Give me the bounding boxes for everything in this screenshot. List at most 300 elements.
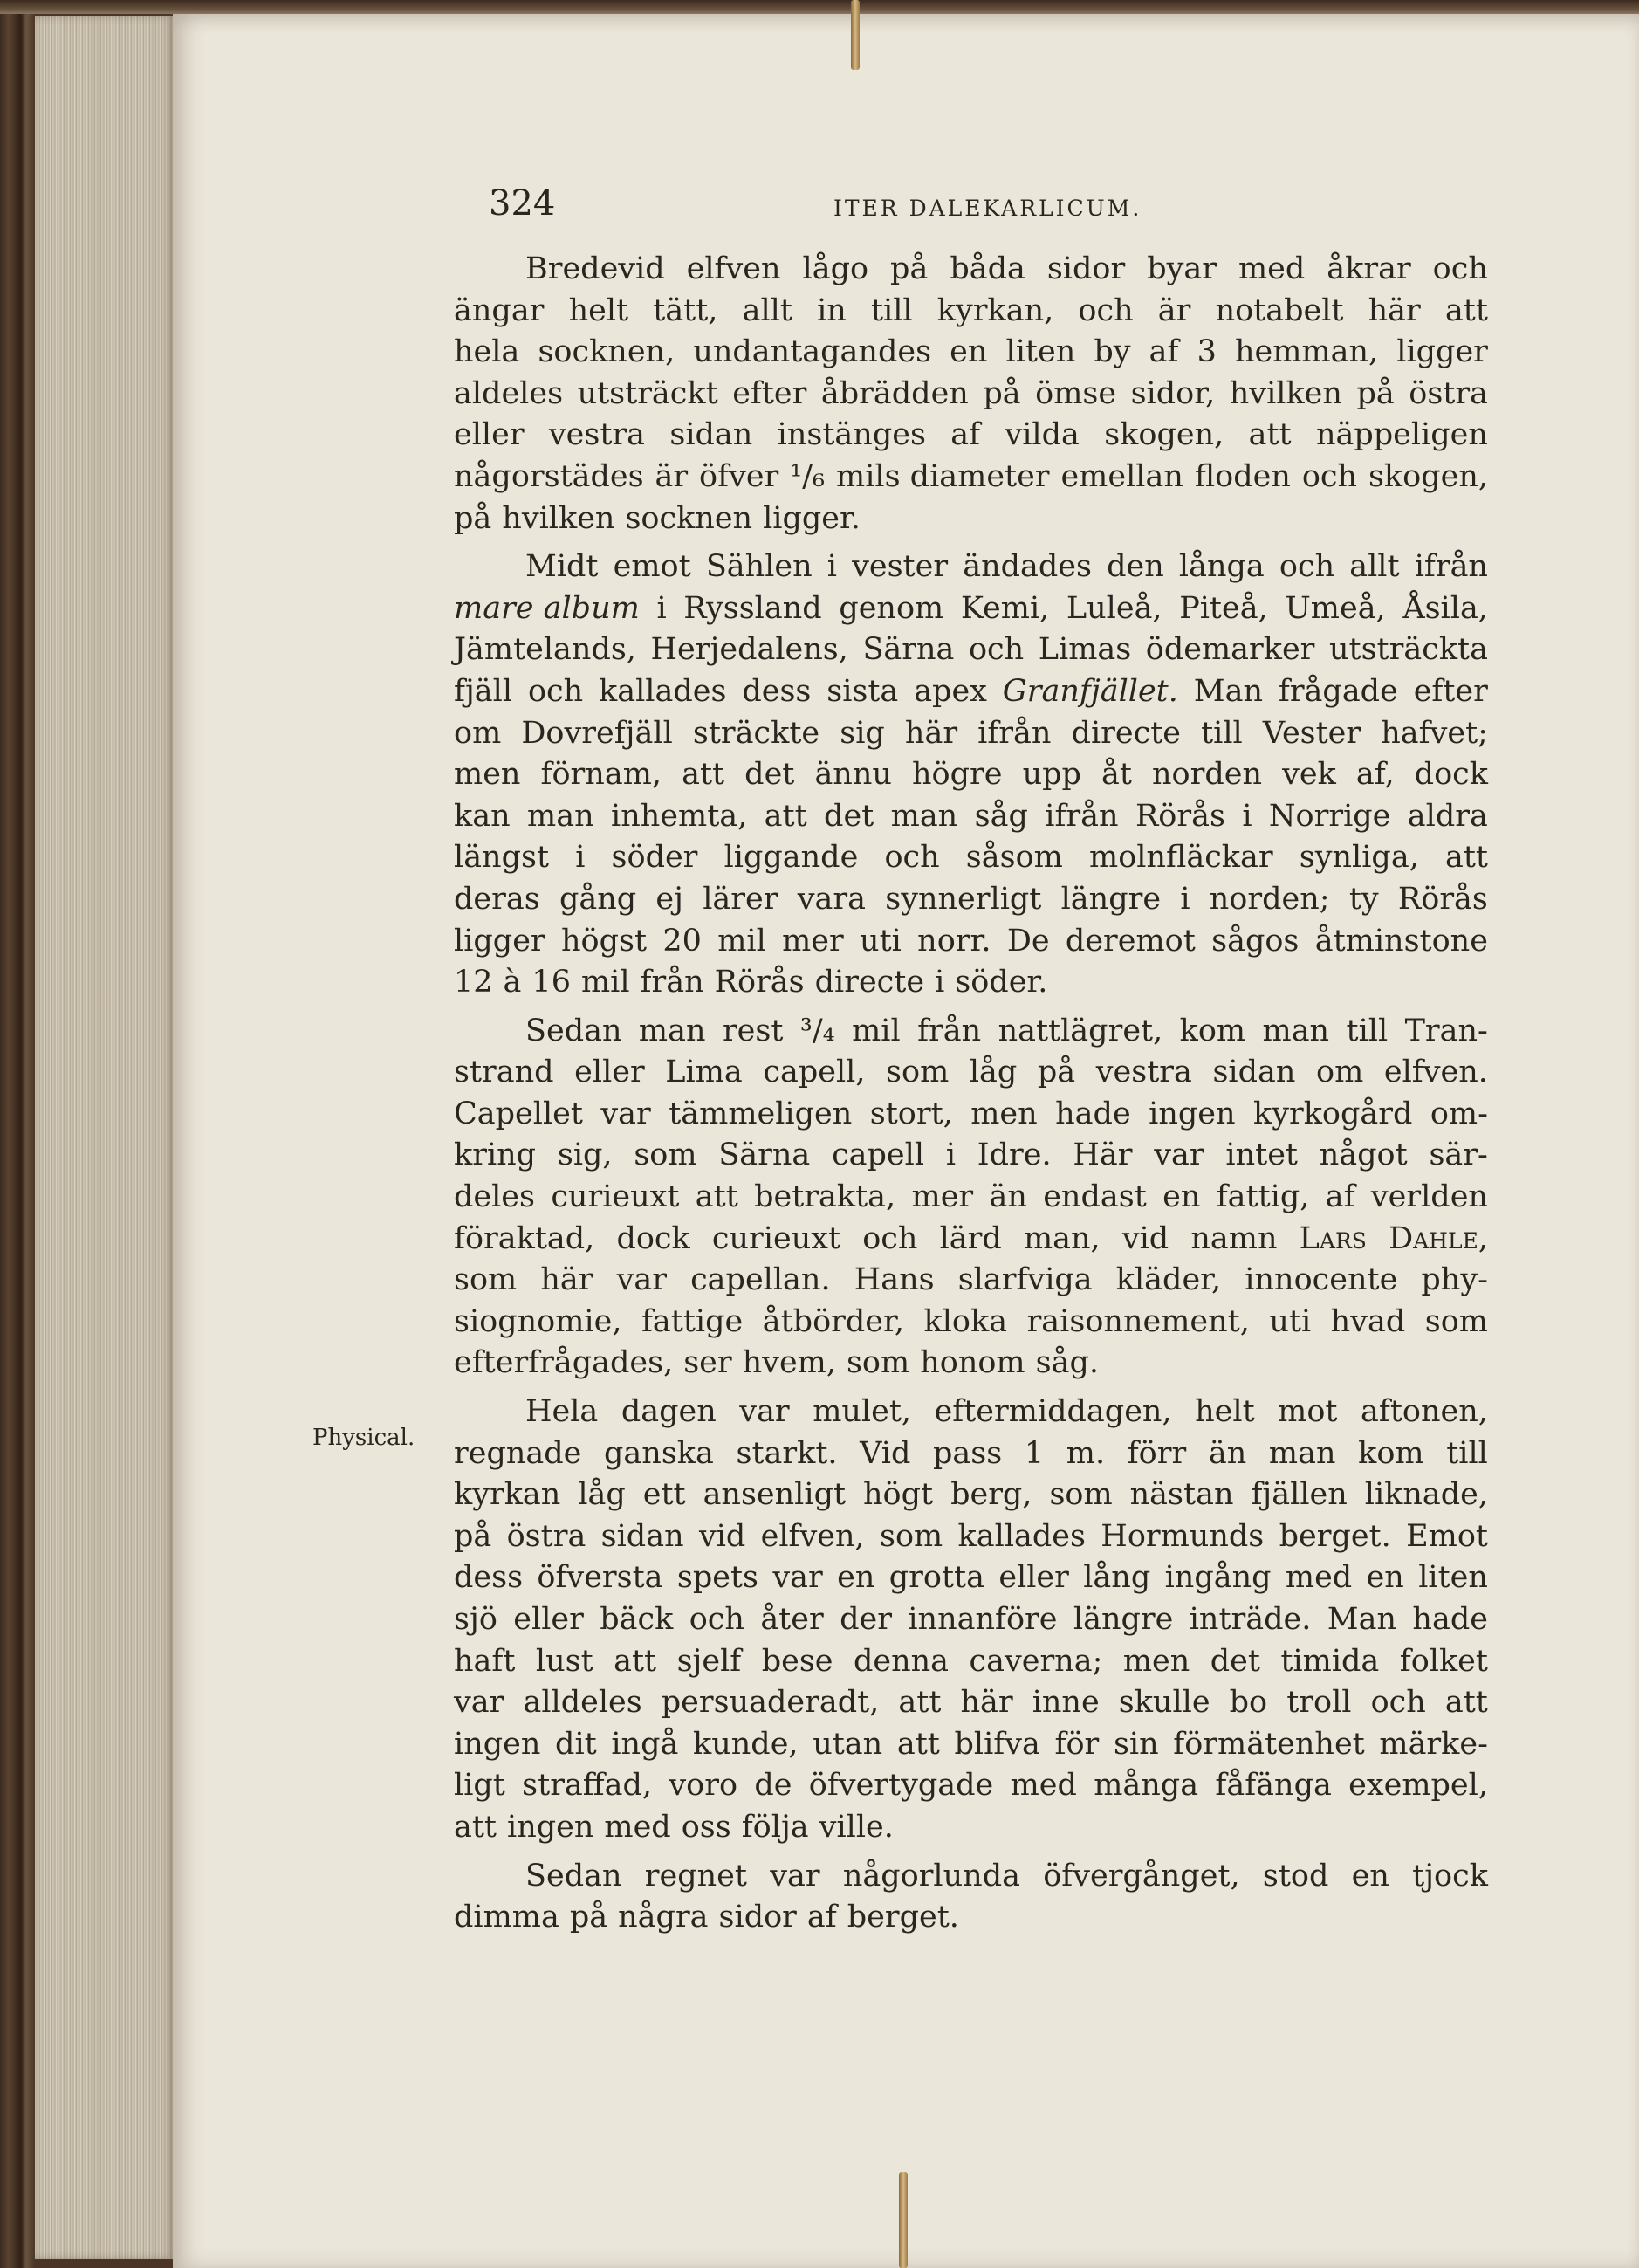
word: på [1037,1055,1076,1090]
word: åbrädden [820,375,969,411]
word: att [896,1726,940,1762]
word: helt [568,292,629,328]
word: näppeligen [1315,417,1488,453]
word: hela [454,334,520,370]
word: något [1319,1137,1408,1173]
word: utsträckta [1328,632,1488,668]
word: men [454,757,521,793]
word: lågo [802,251,869,286]
word: upp [1022,757,1081,793]
word: till [1446,1435,1488,1471]
word: mil [580,965,630,1000]
word: Hormunds [1101,1518,1265,1554]
word: att [898,1685,942,1721]
word: följa [741,1809,809,1845]
word: och [527,673,584,709]
word: i [826,549,837,585]
word: sig [840,715,885,751]
word: på [983,375,1021,411]
word: fattig, [1216,1179,1310,1215]
word: byar [1147,251,1217,286]
word: kom [1358,1435,1424,1471]
word: allt [1349,549,1400,585]
word: med [1285,1560,1353,1596]
word: ifrån [1045,798,1119,834]
word: hvilken [1229,375,1342,411]
word: att [695,1179,738,1215]
word: båda [950,251,1025,286]
word: åtminstone [1314,923,1488,959]
word: directe [814,965,925,1000]
word: hafvet; [1381,715,1488,751]
word: till [870,292,913,328]
text-line [454,713,1488,755]
word: än [1208,1435,1247,1471]
word: spets [676,1560,759,1596]
word: apex [914,673,987,709]
word: kallades [957,1518,1086,1554]
word: om [454,715,502,751]
word: kyrkogård [1252,1096,1413,1131]
word: norr. [917,923,991,959]
word: dit [555,1726,597,1762]
word: kallades [599,673,727,709]
word: bese [761,1643,833,1679]
word: vilda [1005,417,1080,453]
word: dock [1414,757,1488,793]
word: kläder, [1115,1262,1222,1298]
word: och [1370,1685,1426,1721]
word: regnade [454,1435,582,1471]
word: såg. [1035,1345,1099,1381]
word: ingå [611,1726,679,1762]
word: för [1054,1726,1100,1762]
word: förr [1127,1435,1187,1471]
word: på [454,500,492,536]
word: söder. [955,965,1048,1000]
word: Jämtelands, [454,632,636,668]
word: vester [852,549,949,585]
word: hvem, [742,1345,836,1381]
word: uti [1269,1303,1312,1339]
text-line [454,1682,1488,1724]
word: sidor [1046,251,1126,286]
word: kan [454,798,511,834]
word: förmätenhet [1173,1726,1365,1762]
text-line [454,374,1488,416]
word: om- [1430,1096,1488,1131]
text-line [454,837,1488,879]
word: persuaderadt, [661,1685,880,1721]
word: att [614,1643,657,1679]
word: kunde, [693,1726,799,1762]
word: det [824,798,874,834]
text-line [454,1474,1488,1516]
word: aftonen, [1361,1394,1488,1430]
word: Lars [1299,1220,1367,1256]
text-line [454,1897,1488,1939]
text-line [454,921,1488,963]
word: i [1242,798,1252,834]
word: fåfänga [1215,1768,1332,1804]
word: Vester [1262,715,1361,751]
word: med [1238,251,1306,286]
word: Sedan [525,1858,622,1893]
word: vek [1282,757,1336,793]
word: tjock [1412,1858,1488,1893]
word: mil [717,923,766,959]
word: eller [998,1560,1069,1596]
word: ödemarker [1145,632,1315,668]
word: vestra [548,417,646,453]
word: ³/₄ [799,1013,835,1048]
text-line [454,1343,1488,1385]
word: som [1424,1303,1488,1339]
word: ty [1348,881,1379,917]
word: ligger [454,923,545,959]
word: aldeles [454,375,564,411]
word: directe [1071,715,1181,751]
word: blifva [954,1726,1040,1762]
word: norden; [1209,881,1330,917]
text-line [454,1765,1488,1807]
word: ¹/₆ [790,458,826,494]
word: högt [863,1477,934,1513]
word: ingen [507,1809,594,1845]
word: starkt. [736,1435,838,1471]
word: ville. [819,1809,894,1845]
word: synliga, [1299,840,1419,876]
word: från [640,965,704,1000]
word: m. [1066,1435,1106,1471]
text-line [454,796,1488,838]
word: Kemi, [960,590,1050,626]
word: skogen, [1368,458,1488,494]
word: skogen, [1104,417,1224,453]
word: hemman, [1234,334,1379,370]
word: och [1279,549,1335,585]
word: 3 [1197,334,1217,370]
word: några [618,1900,709,1935]
word: Herjedalens, [650,632,848,668]
word: ingen [1149,1096,1236,1131]
word: lärer [703,881,778,917]
word: man [890,798,958,834]
text-line [454,498,1488,540]
word: eller [454,417,525,453]
word: 20 [662,923,702,959]
word: af [806,1900,837,1935]
word: det [744,757,795,793]
word: vestra [1095,1055,1192,1090]
word: ännu [814,757,892,793]
word: Limas [1038,632,1132,668]
word: öfver [699,458,779,494]
word: var [454,1685,504,1721]
page-edges [35,16,175,2259]
word: liknade, [1364,1477,1488,1513]
word: Lima [665,1055,743,1090]
word: åter [760,1602,824,1637]
word: undantagandes [693,334,932,370]
page-header [489,183,1492,227]
text-line [454,1433,1488,1475]
word: verlden [1370,1179,1488,1215]
word: var [739,1394,790,1430]
text-line [454,415,1488,457]
word: och [862,1220,918,1256]
word: socknen [625,500,753,536]
word: Midt [525,549,599,585]
word: oss [681,1809,731,1845]
word: liten [1418,1560,1488,1596]
word: eftermiddagen, [934,1394,1172,1430]
word: fattige [641,1303,744,1339]
word: här [904,715,958,751]
word: in [817,292,847,328]
word: af, [1355,757,1395,793]
word: än [989,1179,1027,1215]
word: som [886,1055,950,1090]
text-line [454,1011,1488,1053]
word: mer [782,923,844,959]
word: timida [1280,1643,1380,1679]
word: intet [1225,1137,1298,1173]
word: Luleå, [1066,590,1162,626]
word: att [682,757,725,793]
word: åtbörder, [762,1303,905,1339]
word: en [837,1560,875,1596]
word: alldeles [523,1685,642,1721]
word: emot [613,549,691,585]
word: Dovrefjäll [521,715,673,751]
word: ligger. [763,500,861,536]
word: ganska [604,1435,714,1471]
word: men [1122,1643,1190,1679]
word: af [1149,334,1179,370]
text-line [454,1807,1488,1849]
word: var [616,1262,667,1298]
word: vid [698,1518,746,1554]
word: troll [1286,1685,1352,1721]
word: sjelf [676,1643,742,1679]
word: stort, [869,1096,953,1131]
word: De [1006,923,1050,959]
word: att [1444,292,1488,328]
word: capell [832,1137,925,1173]
word: här [540,1262,593,1298]
word: haft [454,1643,516,1679]
word: Dahle, [1389,1220,1488,1256]
paragraph [454,1392,1488,1849]
word: från [917,1013,982,1048]
word: Granfjället. [1002,673,1178,709]
word: ett [642,1477,686,1513]
word: och [884,840,940,876]
word: såsom [965,840,1063,876]
text-line [454,1177,1488,1219]
word: och [689,1602,744,1637]
word: instänges [777,417,926,453]
word: denna [853,1643,950,1679]
word: kyrkan [454,1477,561,1513]
word: var [770,1858,820,1893]
word: östra [506,1518,586,1554]
word: hvilken [502,500,615,536]
word: kloka [923,1303,1008,1339]
word: caverna; [969,1643,1103,1679]
text-line [454,1094,1488,1136]
word: lust [535,1643,593,1679]
word: vara [797,881,866,917]
word: elfven [686,251,781,286]
word: öfversta [537,1560,663,1596]
word: Här [1073,1137,1133,1173]
text-line [454,1516,1488,1558]
word: utan [813,1726,883,1762]
word: längst [454,840,550,876]
text-line [454,1641,1488,1683]
word: på [1356,375,1395,411]
word: efter [732,375,807,411]
word: om [1316,1055,1364,1090]
word: eller [513,1602,584,1637]
text-line [454,1135,1488,1177]
word: mare album [454,590,640,626]
word: Rörås [1135,798,1225,834]
word: kring [454,1137,537,1173]
text-line [454,588,1488,630]
word: ingen [454,1726,541,1762]
word: på [454,1518,492,1554]
word: och [968,632,1025,668]
word: mulet, [813,1394,912,1430]
word: genom [839,590,944,626]
word: mot [1278,1394,1338,1430]
word: curieuxt [711,1220,841,1256]
word: endast [1043,1179,1147,1215]
word: ifrån [977,715,1052,751]
word: och [1078,292,1134,328]
word: Emot [1406,1518,1488,1554]
word: ej [655,881,683,917]
word: östra [1409,375,1488,411]
word: med [1010,1768,1077,1804]
word: de [754,1768,792,1804]
word: 12 [454,965,493,1000]
word: någorstädes [454,458,644,494]
word: man, [1023,1220,1101,1256]
word: är [1157,292,1191,328]
word: i [575,840,586,876]
word: sidan [1212,1055,1296,1090]
word: är [655,458,689,494]
word: till [1201,715,1243,751]
word: man [638,1013,706,1048]
text-line [454,291,1488,333]
word: betrakta, [754,1179,896,1215]
text-line [454,1599,1488,1641]
text-line [454,546,1488,588]
word: inhemta, [611,798,748,834]
word: och [1432,251,1488,286]
word: ansenligt [703,1477,847,1513]
word: Man [1327,1602,1397,1637]
word: molnfläckar [1089,840,1273,876]
word: Sählen [705,549,813,585]
word: grotta [888,1560,984,1596]
word: här [960,1685,1013,1721]
word: efter [1413,673,1488,709]
word: man [527,798,594,834]
word: skulle [1118,1685,1210,1721]
word: ligt [454,1768,505,1804]
text-line [454,671,1488,713]
word: berg, [950,1477,1032,1513]
word: deras [454,881,540,917]
word: ser [683,1345,732,1381]
word: af [1325,1179,1355,1215]
word: som [846,1345,910,1381]
word: men [970,1096,1038,1131]
word: Idre. [977,1137,1052,1173]
word: honom [920,1345,1025,1381]
word: innanföre [908,1602,1058,1637]
word: à [503,965,522,1000]
word: med [604,1809,671,1845]
word: längre [1073,1602,1174,1637]
word: åt [1101,757,1132,793]
word: högre [912,757,1003,793]
page-number: 324 [489,183,556,223]
word: sig, [557,1137,613,1173]
word: tätt, [653,292,718,328]
word: Capellet [454,1096,583,1131]
word: att [454,1809,497,1845]
word: emellan [1060,458,1183,494]
word: den [1107,549,1164,585]
word: att [1444,1685,1488,1721]
text-line [454,962,1488,1004]
word: 16 [531,965,571,1000]
word: uti [860,923,902,959]
word: en [1351,1858,1389,1893]
word: Ryssland [683,590,822,626]
word: nästan [1129,1477,1234,1513]
word: Sedan [525,1013,622,1048]
word: i [945,1137,957,1173]
text-line [454,332,1488,374]
word: straffad, [522,1768,653,1804]
word: bäck [600,1602,674,1637]
word: fjäll [454,673,513,709]
word: tämmeligen [669,1096,853,1131]
word: öfvergånget, [1043,1858,1240,1893]
text-line [454,457,1488,498]
book-top-rim [0,0,1639,14]
word: allt [742,292,792,328]
word: en [950,334,988,370]
word: sista [826,673,899,709]
word: synnerligt [885,881,1042,917]
word: i [656,590,667,626]
word: Man [1193,673,1263,709]
paragraph [454,1856,1488,1939]
word: sidan [669,417,753,453]
word: Rörås [1397,881,1488,917]
word: elfven. [1383,1055,1488,1090]
word: mils diameter [836,458,1050,494]
